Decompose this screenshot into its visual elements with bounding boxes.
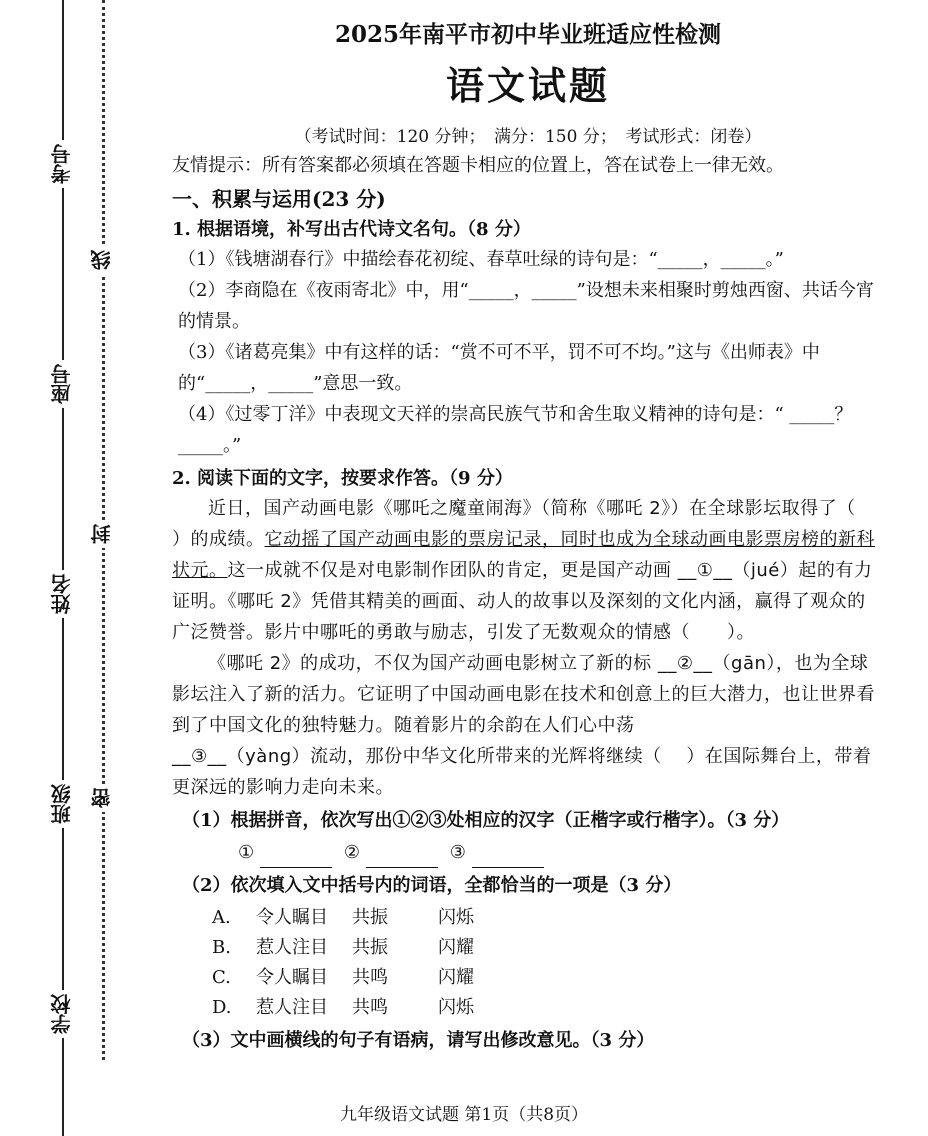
seat-number-label: 座号: [52, 360, 72, 408]
option-a: [172, 903, 884, 933]
option-word-2: 共鸣: [352, 967, 388, 988]
answer-blank-2: [366, 849, 438, 868]
class-label: 班级: [52, 780, 72, 828]
section-heading: 一、积累与运用(23 分): [172, 187, 386, 211]
option-b: [172, 933, 884, 963]
blank-marker-2: ②: [343, 842, 361, 863]
option-label: D.: [212, 997, 232, 1018]
seal-line-mark: 线: [92, 246, 112, 274]
seal-seal-mark: 封: [92, 520, 112, 548]
option-label: B.: [212, 937, 231, 958]
option-word-2: 共振: [352, 907, 388, 928]
option-label: C.: [212, 967, 231, 988]
option-word-3: 闪耀: [438, 967, 474, 988]
passage-text-a: 近日，国产动画电影《哪吒之魔童闹海》（简称《哪吒 2》）在全球影坛取得了（ ）的成绩。: [172, 498, 881, 550]
option-label: A.: [212, 907, 231, 928]
passage-text-b: 这一成就不仅是对电影制作团队的肯定，更是国产动画 __①__（jué）起的有力证明。《哪吒 2》凭借其精美的画面、动人的故事以及深刻的文化内涵，赢得了观众的广泛赞誉。影片中哪吒的勇敢与励志，引发了无数观众的情感（ ）。: [172, 560, 873, 643]
question-2-heading: 2. 阅读下面的文字，按要求作答。（9 分）: [172, 468, 513, 489]
option-word-1: 惹人注目: [256, 997, 328, 1018]
exam-number-label: 考号: [52, 140, 72, 188]
question-1-item-4: （4）《过零丁洋》中表现文天祥的崇高民族气节和舍生取义精神的诗句是：“ _____？_____。”: [178, 404, 853, 456]
passage-paragraph-2-cont: __③__（yàng）流动，那份中华文化所带来的光辉将继续（ ）在国际舞台上，带着更深远的影响力走向未来。: [172, 746, 872, 798]
school-label: 学校: [52, 990, 72, 1038]
option-word-1: 惹人注目: [256, 937, 328, 958]
question-1-heading: 1. 根据语境，补写出古代诗文名句。（8 分）: [172, 219, 531, 240]
option-word-3: 闪烁: [438, 997, 474, 1018]
sub-question-3: （3）文中画横线的句子有语病，请写出修改意见。（3 分）: [182, 1030, 655, 1051]
subject-title: 语文试题: [445, 63, 610, 108]
exam-info: （考试时间：120 分钟； 满分：150 分； 考试形式：闭卷）: [294, 127, 762, 147]
question-1-item-1: （1）《钱塘湖春行》中描绘春花初绽、春草吐绿的诗句是：“_____，_____。”: [178, 249, 784, 270]
blank-marker-3: ③: [449, 842, 466, 863]
sub-question-2: （2）依次填入文中括号内的词语，全都恰当的一项是（3 分）: [182, 875, 682, 896]
answer-blank-1: [260, 849, 332, 868]
question-1-item-3: （3）《诸葛亮集》中有这样的话：“赏不可不平，罚不可不均。”这与《出师表》中的“_____，_____”意思一致。: [178, 342, 820, 394]
blank-marker-1: ①: [238, 842, 255, 863]
exam-content: [172, 16, 884, 1058]
passage-paragraph-1: [172, 493, 884, 648]
passage-paragraph-2: 《哪吒 2》的成功，不仅为国产动画电影树立了新的标 __②__（gān），也为全球影坛注入了新的活力。它证明了中国动画电影在技术和创意上的巨大潜力，也让世界看到了中国文化的独特魅力。随着影片的余韵在人们心中荡: [172, 653, 875, 736]
underlined-sentence: 它动摇了国产动画电影的票房记录，同时也成为全球动画电影票房榜的新科状元。: [172, 529, 875, 581]
option-word-2: 共振: [352, 937, 388, 958]
option-d: [172, 993, 884, 1023]
page-footer: 九年级语文试题 第1页（共8页）: [339, 1105, 589, 1125]
exam-title: 2025年南平市初中毕业班适应性检测: [334, 21, 721, 48]
option-word-2: 共鸣: [352, 997, 388, 1018]
option-c: [172, 963, 884, 993]
question-1-item-2: （2）李商隐在《夜雨寄北》中，用“_____，_____”设想未来相聚时剪烛西窗、共话今宵的情景。: [178, 280, 874, 332]
option-word-3: 闪烁: [438, 907, 474, 928]
name-label: 姓名: [52, 570, 72, 618]
sub-question-1: （1）根据拼音，依次写出①②③处相应的汉字（正楷字或行楷字）。（3 分）: [182, 810, 790, 831]
friendly-tip: 友情提示：所有答案都必须填在答题卡相应的位置上，答在试卷上一律无效。: [172, 155, 784, 176]
answer-blank-3: [472, 849, 544, 868]
option-word-3: 闪耀: [438, 937, 474, 958]
binding-margin: [0, 0, 120, 1136]
seal-secret-mark: 密: [92, 784, 112, 812]
option-word-1: 令人瞩目: [256, 967, 328, 988]
answer-blanks: [172, 838, 884, 868]
option-word-1: 令人瞩目: [256, 907, 328, 928]
